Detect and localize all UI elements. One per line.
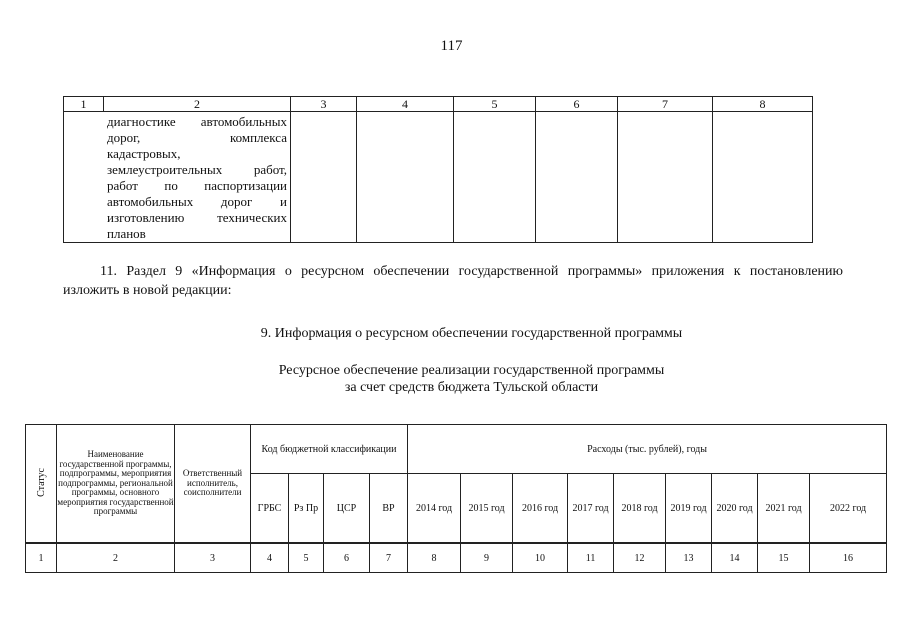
code-header: ВР: [370, 474, 408, 544]
year-header: 2017 год: [568, 474, 614, 544]
section-title: 9. Информация о ресурсном обеспечении государственной программы: [260, 326, 683, 341]
empty-cell: [618, 112, 713, 243]
column-number: 8: [408, 543, 461, 573]
subtitle-line: за счет средств бюджета Тульской области: [344, 380, 599, 395]
column-number: 7: [370, 543, 408, 573]
page-number: 117: [440, 38, 463, 54]
empty-cell: [536, 112, 618, 243]
year-header: 2020 год: [712, 474, 758, 544]
column-number: 11: [568, 543, 614, 573]
column-number: 10: [513, 543, 568, 573]
desc-line: планов: [107, 226, 146, 241]
header-cell: 7: [618, 97, 713, 112]
header-cell: 8: [713, 97, 813, 112]
year-header: 2021 год: [758, 474, 810, 544]
code-header: ЦСР: [324, 474, 370, 544]
empty-cell: [713, 112, 813, 243]
column-number-row: [26, 543, 887, 573]
code-header: ГРБС: [251, 474, 289, 544]
year-header: 2014 год: [408, 474, 461, 544]
continuation-table: [63, 96, 813, 243]
desc-line: землеустроительных работ,: [107, 162, 287, 177]
column-number: 14: [712, 543, 758, 573]
table-row: [64, 112, 813, 243]
header-cell: 6: [536, 97, 618, 112]
column-number: 5: [289, 543, 324, 573]
expenses-header: Расходы (тыс. рублей), годы: [408, 425, 887, 474]
paragraph-line: изложить в новой редакции:: [63, 283, 232, 298]
column-number: 3: [175, 543, 251, 573]
year-header: 2016 год: [513, 474, 568, 544]
paragraph-line: 11. Раздел 9 «Информация о ресурсном обеспечении государственной программы» приложения к постановлению: [100, 264, 843, 279]
header-cell: 4: [357, 97, 454, 112]
desc-line: изготовлению технических: [107, 210, 287, 225]
column-number: 4: [251, 543, 289, 573]
column-number: 12: [614, 543, 666, 573]
column-number: 9: [461, 543, 513, 573]
table-subtitle: [0, 362, 903, 396]
subtitle-line: Ресурсное обеспечение реализации государственной программы: [278, 363, 665, 378]
status-header: [26, 425, 57, 544]
header-cell: 2: [104, 97, 291, 112]
table-header-row: [64, 97, 813, 112]
header-cell: 1: [64, 97, 104, 112]
empty-cell: [291, 112, 357, 243]
status-label: Статус: [35, 467, 47, 497]
empty-cell: [357, 112, 454, 243]
executor-header: Ответственный исполнитель, соисполнители: [175, 425, 251, 544]
header-cell: 3: [291, 97, 357, 112]
table-header-row: [26, 425, 887, 474]
description-cell: [64, 112, 291, 243]
year-header: 2015 год: [461, 474, 513, 544]
column-number: 13: [666, 543, 712, 573]
year-header: 2019 год: [666, 474, 712, 544]
year-header: 2022 год: [810, 474, 887, 544]
desc-line: диагностике автомобильных: [107, 114, 287, 129]
resource-table: [25, 424, 887, 573]
code-header: Рз Пр: [289, 474, 324, 544]
empty-cell: [454, 112, 536, 243]
column-number: 15: [758, 543, 810, 573]
column-number: 1: [26, 543, 57, 573]
desc-line: кадастровых,: [107, 146, 181, 161]
name-header: Наименование государственной программы, подпрограммы, мероприятия подпрограммы, региональной программы, основного мероприятия государственной программы: [57, 425, 175, 544]
column-number: 6: [324, 543, 370, 573]
desc-line: автомобильных дорог и: [107, 194, 287, 209]
amendment-paragraph: [63, 262, 843, 300]
column-number: 16: [810, 543, 887, 573]
year-header: 2018 год: [614, 474, 666, 544]
column-number: 2: [57, 543, 175, 573]
desc-line: дорог, комплекса: [107, 130, 287, 145]
budget-class-header: Код бюджетной классификации: [251, 425, 408, 474]
header-cell: 5: [454, 97, 536, 112]
desc-line: работ по паспортизации: [107, 178, 287, 193]
